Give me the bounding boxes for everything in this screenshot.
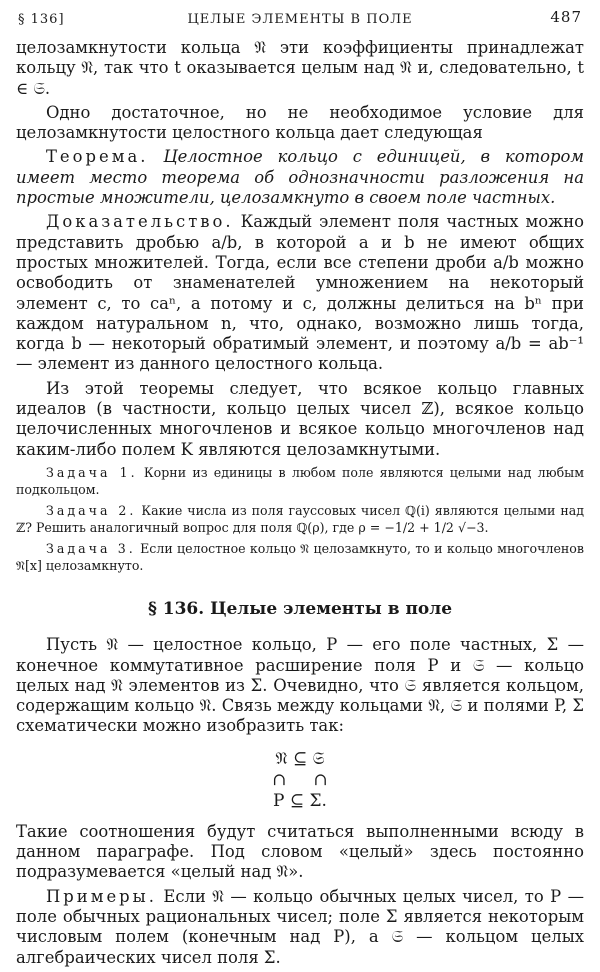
theorem-statement: Целостное кольцо с единицей, в котором имеет место теорема об однозначности разложения на простые множители, целозамкнуто в своем поле частных. [16,147,584,208]
diagram-row-rings: 𝔑 ⊆ 𝔖 [275,748,325,769]
running-header [18,8,582,32]
running-title: ЦЕЛЫЕ ЭЛЕМЕНТЫ В ПОЛЕ [187,12,413,27]
exercise-1-text: Корни из единицы в любом поле являются целыми над любым подкольцом. [16,464,584,498]
theorem-label: Теорема. [46,147,149,167]
page-number: 487 [550,8,582,26]
section-paragraph-1: Пусть 𝔑 — целостное кольцо, P — его поле частных, Σ — конечное коммутативное расширение поля P и 𝔖 — кольцо целых над 𝔑 элементов из Σ. Очевидно, что 𝔖 является кольцом, содержащим кольцо 𝔑. Связь между кольцами 𝔑, 𝔖 и полями P, Σ схематически можно изобразить так: [16,635,584,736]
section-reference: § 136] [18,12,65,27]
examples [16,887,584,968]
exercise-3-text: Если целостное кольцо 𝔑 целозамкнуто, то и кольцо многочленов 𝔑[x] целозамкнуто. [16,540,584,574]
section-heading: § 136. Целые элементы в поле [147,598,453,619]
exercise-2 [16,502,584,537]
exercise-1 [16,464,584,499]
exercises [16,464,584,575]
examples-text: Если 𝔑 — кольцо обычных целых чисел, то P — поле обычных рациональных чисел; поле Σ является некоторым числовым полем (конечным над P), а 𝔖 — кольцом целых алгебраических чисел поля Σ. [16,886,584,967]
exercise-3 [16,540,584,575]
exercise-1-label: Задача 1. [46,464,138,480]
diagram-row-fields: P ⊆ Σ. [273,790,327,811]
exercise-2-label: Задача 2. [46,502,137,518]
examples-label: Примеры. [46,886,157,906]
section-paragraph-2: Такие соотношения будут считаться выполненными всюду в данном параграфе. Под словом «целый» здесь постоянно подразумевается «целый над 𝔑». [16,821,584,882]
proof-text: Каждый элемент поля частных можно представить дробью a/b, в которой a и b не имеют общих простых множителей. Тогда, если все степени дроби a/b можно освободить от знаменателей умножением на некоторый элемент c, то caⁿ, а потому и c, должны делиться на bⁿ при каждом натуральном n, что, однако, возможно лишь тогда, когда b — некоторый обратимый элемент, и поэтому a/b = ab⁻¹ — элемент из данного целостного кольца. [16,212,584,374]
page-body [16,38,584,972]
paragraph-continuation: целозамкнутости кольца 𝔑 эти коэффициенты принадлежат кольцу 𝔑, так что t оказывается целым над 𝔑 и, следовательно, t ∈ 𝔖. [16,38,584,98]
theorem [16,147,584,208]
exercise-3-label: Задача 3. [46,540,136,556]
diagram-row-inclusions: ∩ ∩ [272,769,328,790]
proof-label: Доказательство. [46,212,234,232]
inclusion-diagram [16,749,584,812]
paragraph-consequence: Из этой теоремы следует, что всякое кольцо главных идеалов (в частности, кольцо целых чисел ℤ), всякое кольцо целочисленных многочленов и всякое кольцо многочленов над каким-либо полем K являются целозамкнутыми. [16,378,584,459]
proof [16,212,584,374]
exercise-2-text: Какие числа из поля гауссовых чисел ℚ(i) являются целыми над ℤ? Решить аналогичный вопрос для поля ℚ(ρ), где ρ = −1/2 + 1/2 √−3. [16,502,584,536]
paragraph-intro: Одно достаточное, но не необходимое условие для целозамкнутости целостного кольца дает следующая [16,102,584,143]
